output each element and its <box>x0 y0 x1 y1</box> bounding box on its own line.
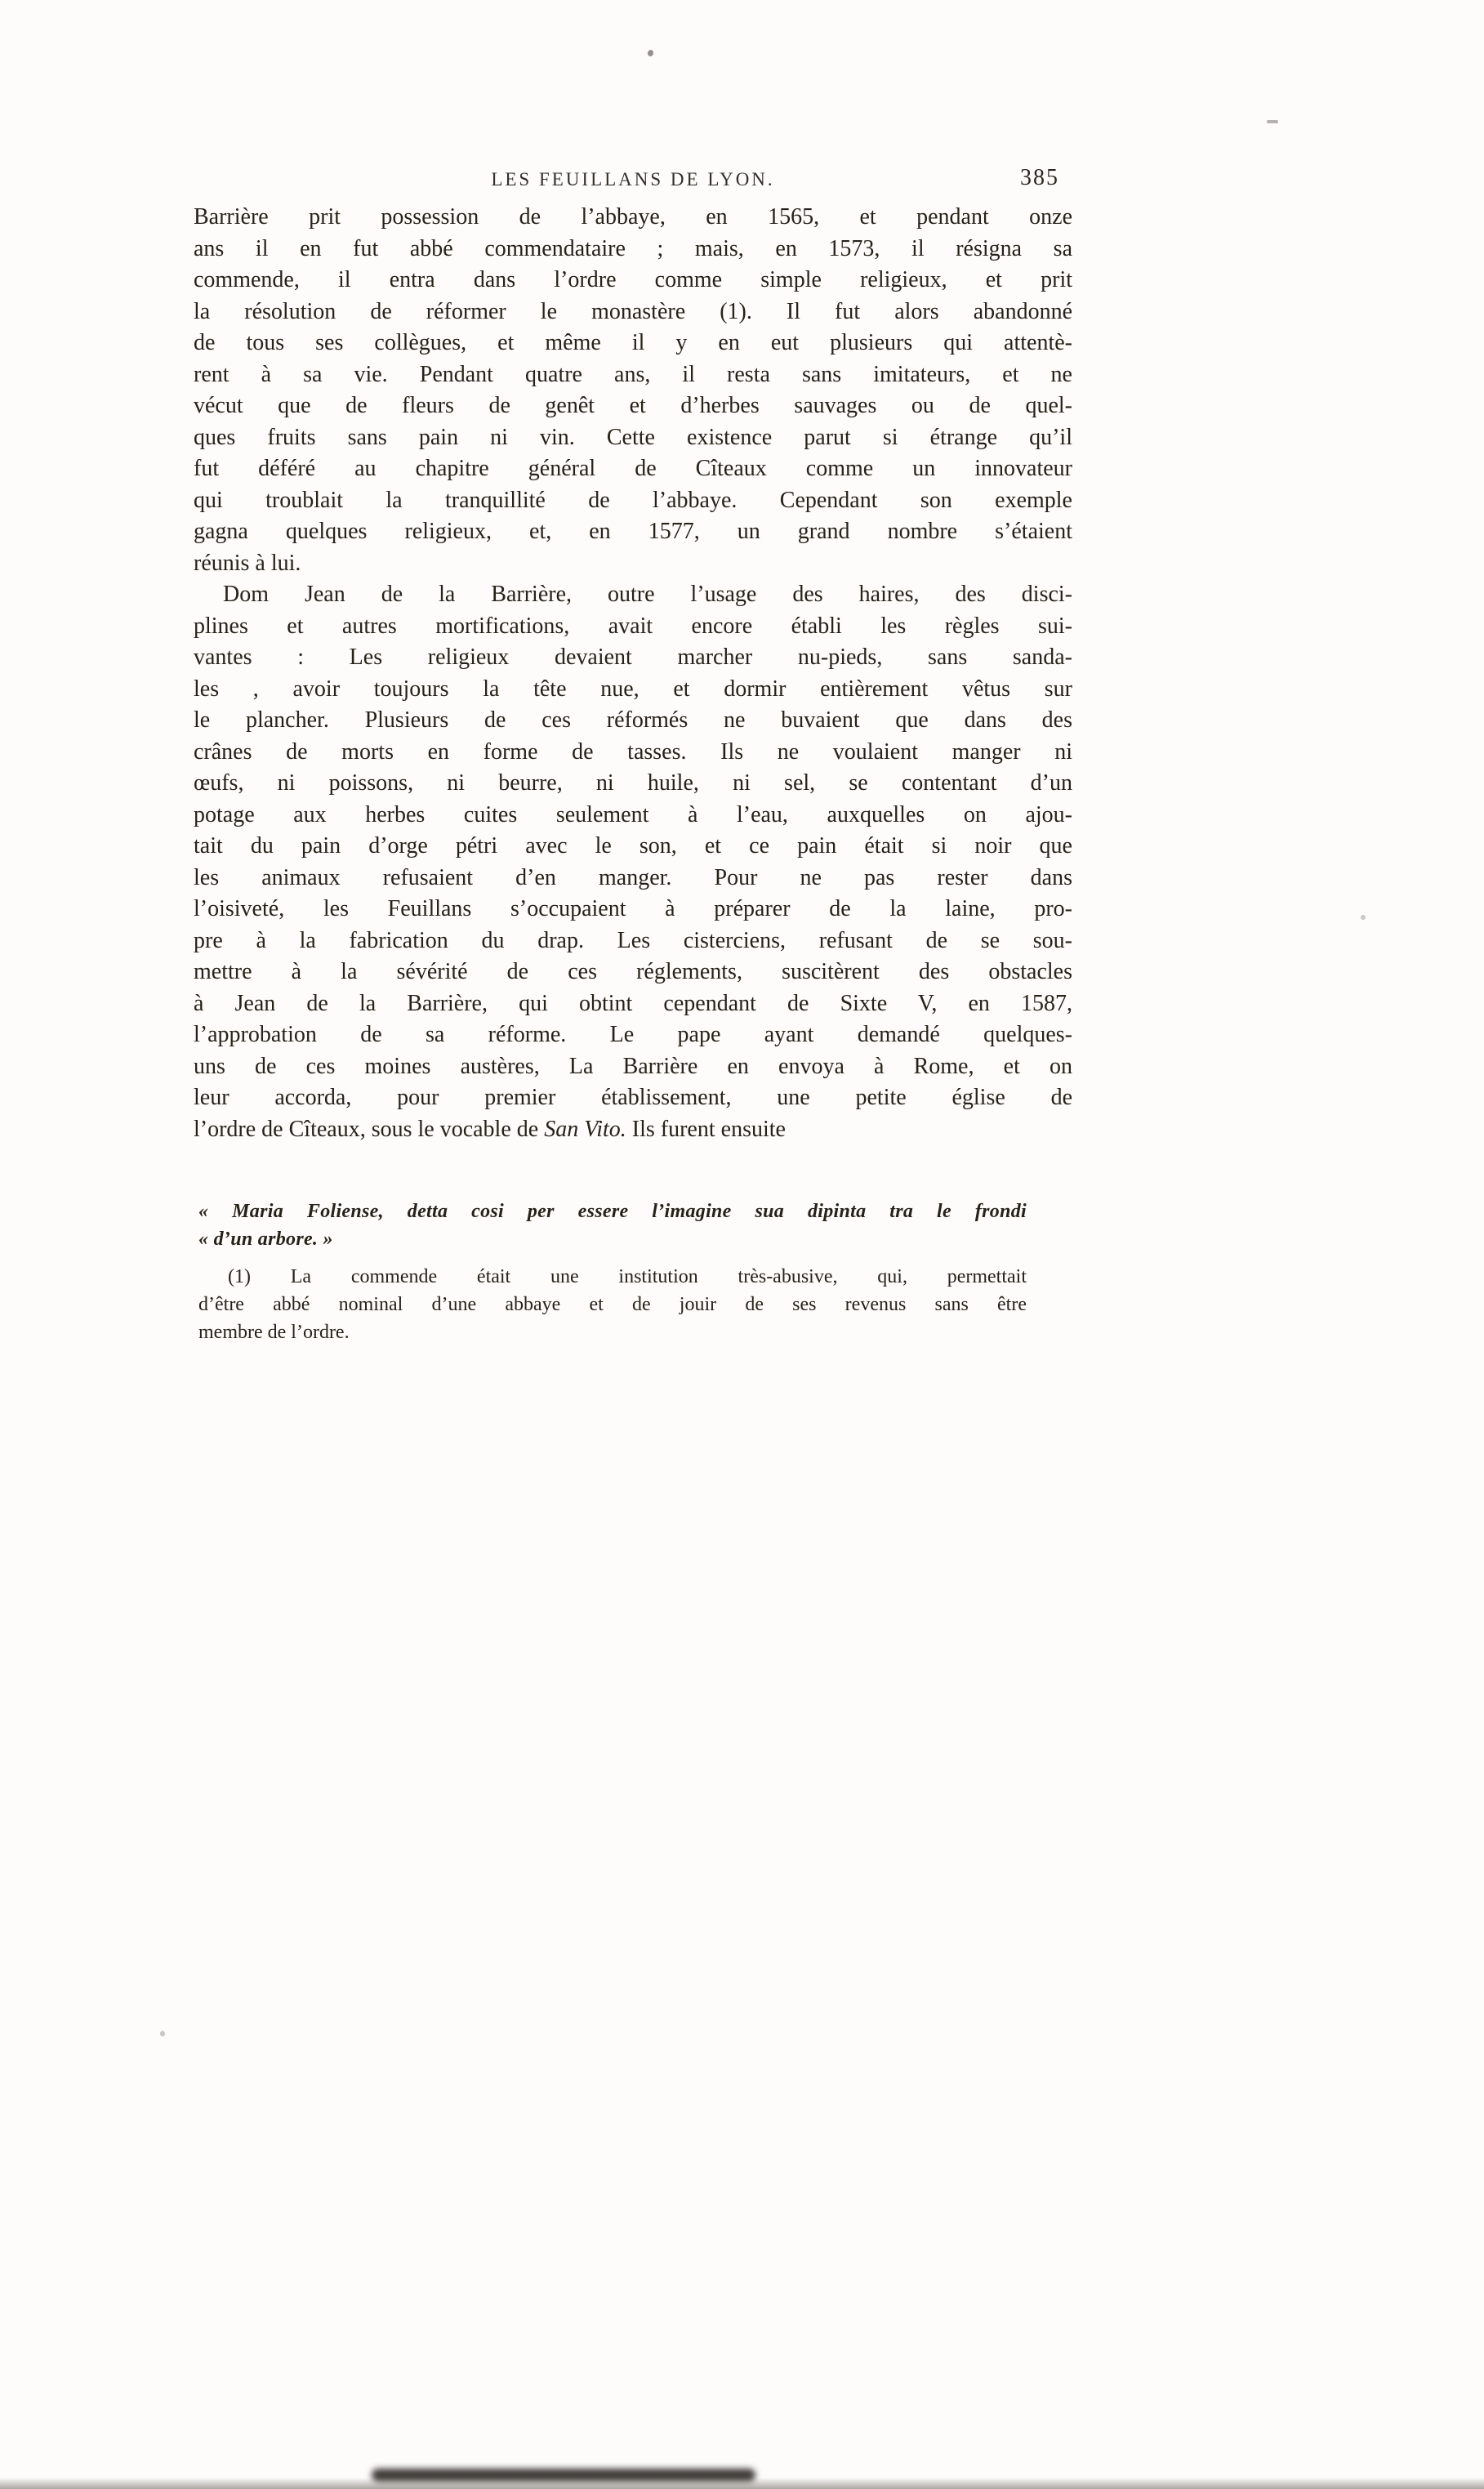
footnote-quote <box>198 1198 1027 1253</box>
text-line: membre de l’ordre. <box>198 1322 350 1343</box>
text-line: potage aux herbes cuites seulement à l’eau, auxquelles on ajou- <box>194 801 1072 827</box>
text-line: (1) La commende était une institution très-abusive, qui, permettait <box>228 1266 1027 1287</box>
text-line: les animaux refusaient d’en manger. Pour ne pas rester dans <box>194 864 1072 890</box>
text-line: les , avoir toujours la tête nue, et dormir entièrement vêtus sur <box>194 676 1072 702</box>
text-line: gagna quelques religieux, et, en 1577, un grand nombre s’étaient <box>194 519 1072 544</box>
paragraph-1 <box>194 202 1072 579</box>
text-line: « d’un arbore. » <box>198 1229 333 1250</box>
text-line: à Jean de la Barrière, qui obtint cependant de Sixte V, en 1587, <box>194 990 1072 1016</box>
text-line: ques fruits sans pain ni vin. Cette existence parut si étrange qu’il <box>194 424 1072 450</box>
text-line: crânes de morts en forme de tasses. Ils ne voulaient manger ni <box>194 738 1072 765</box>
scan-speck <box>1267 120 1278 123</box>
text-line: le plancher. Plusieurs de ces réformés ne buvaient que dans des <box>194 707 1072 733</box>
text-line: plines et autres mortifications, avait encore établi les règles sui- <box>194 613 1072 639</box>
page-number: 385 <box>1020 165 1059 190</box>
text-line: qui troublait la tranquillité de l’abbaye. Cependant son exemple <box>194 487 1072 513</box>
text-line: de tous ses collègues, et même il y en eut plusieurs qui attentè- <box>194 330 1072 355</box>
text-column <box>194 202 1072 1346</box>
text-line: la résolution de réformer le monastère (1). Il fut alors abandonné <box>194 298 1072 324</box>
text-line: réunis à lui. <box>194 550 301 576</box>
scan-speck <box>1361 915 1366 920</box>
text-line: vécut que de fleurs de genêt et d’herbes sauvages ou de quel- <box>194 393 1072 418</box>
text-line: commende, il entra dans l’ordre comme simple religieux, et prit <box>194 267 1072 292</box>
text-line: l’ordre de Cîteaux, sous le vocable de San Vito. Ils furent ensuite <box>194 1116 786 1142</box>
text-line: ans il en fut abbé commendataire ; mais, en 1573, il résigna sa <box>194 235 1072 261</box>
scan-edge-shadow <box>0 2478 1484 2489</box>
text-line: tait du pain d’orge pétri avec le son, et ce pain était si noir que <box>194 833 1072 859</box>
footnote-1 <box>198 1263 1027 1346</box>
scan-speck <box>160 2031 165 2036</box>
text-line: œufs, ni poissons, ni beurre, ni huile, ni sel, se contentant d’un <box>194 770 1072 796</box>
text-line: uns de ces moines austères, La Barrière en envoya à Rome, et on <box>194 1053 1072 1079</box>
text-line: l’approbation de sa réforme. Le pape ayant demandé quelques- <box>194 1022 1072 1047</box>
text-line: vantes : Les religieux devaient marcher nu-pieds, sans sanda- <box>194 645 1072 670</box>
text-line: l’oisiveté, les Feuillans s’occupaient à préparer de la laine, pro- <box>194 896 1072 921</box>
text-line: « Maria Foliense, detta cosi per essere l’imagine sua dipinta tra le frondi <box>198 1201 1027 1222</box>
page-header <box>194 165 1072 198</box>
running-title: LES FEUILLANS DE LYON. <box>491 169 775 190</box>
text-line: Barrière prit possession de l’abbaye, en 1565, et pendant onze <box>194 204 1072 230</box>
scan-speck <box>647 49 654 57</box>
text-line: mettre à la sévérité de ces réglements, suscitèrent des obstacles <box>194 959 1072 984</box>
text-line: leur accorda, pour premier établissement, une petite église de <box>194 1085 1072 1110</box>
paragraph-2 <box>194 579 1072 1145</box>
footnotes-block <box>198 1198 1027 1346</box>
text-line: d’être abbé nominal d’une abbaye et de jouir de ses revenus sans être <box>198 1294 1027 1315</box>
text-line: rent à sa vie. Pendant quatre ans, il resta sans imitateurs, et ne <box>194 361 1072 387</box>
italic-text: San Vito. <box>544 1116 626 1142</box>
text-line: pre à la fabrication du drap. Les cisterciens, refusant de se sou- <box>194 927 1072 953</box>
text-line: Dom Jean de la Barrière, outre l’usage des haires, des disci- <box>223 582 1072 607</box>
text-line: fut déféré au chapitre général de Cîteaux comme un innovateur <box>194 456 1072 481</box>
